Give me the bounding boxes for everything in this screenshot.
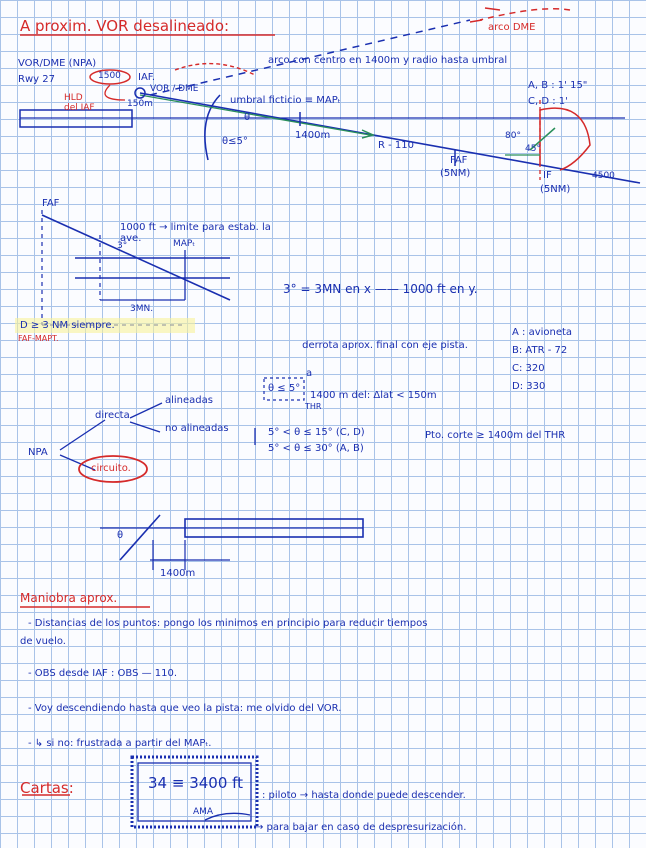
cat-c: C: 320	[512, 363, 545, 374]
cut-point: Pto. corte ≥ 1400m del THR	[425, 430, 566, 441]
iaf-label: IAF.	[138, 72, 156, 83]
theta-2: θ	[117, 530, 124, 541]
range-1: 5° < θ ≤ 15° (C, D)	[268, 427, 365, 438]
vor-dme-label: VOR/DME (NPA)	[18, 58, 97, 69]
deg-3: 3°	[117, 241, 128, 251]
piloto-note: : piloto → hasta donde puede descender.	[262, 790, 466, 801]
page-title: A proxim. VOR desalineado:	[20, 17, 230, 35]
line-1a: - Distancias de los puntos: pongo los minimos en principio para reducir tiempos	[28, 618, 428, 629]
hld-label: HLD del IAF	[64, 93, 95, 113]
theta-1: θ	[244, 112, 251, 123]
ama-label: AMA	[193, 807, 214, 817]
dist-1400m-2: 1400m	[160, 568, 196, 579]
if-dist: (5NM)	[540, 184, 571, 195]
iaf-alt: 1500	[98, 71, 121, 81]
line-4: - ↳ si no: frustrada a partir del MAPₜ.	[28, 738, 212, 749]
cat-a: A : avioneta	[512, 327, 573, 338]
angle-45: 45°	[525, 144, 541, 154]
line-1b: de vuelo.	[20, 636, 66, 647]
npa-label: NPA	[28, 447, 48, 458]
box-value: 34 ≡ 3400 ft	[148, 774, 244, 792]
mn-3: 3MN.	[130, 304, 154, 314]
rwy-label: Rwy 27	[18, 74, 55, 85]
dist-1400m: 1400m	[295, 130, 331, 141]
cartas-heading: Cartas:	[20, 779, 74, 797]
line-2: - OBS desde IAF : OBS — 110.	[28, 668, 178, 679]
line-3: - Voy descendiendo hasta que veo la pista: me olvido del VOR.	[28, 703, 342, 714]
circuito: circuito.	[91, 463, 131, 474]
if-label: IF	[543, 170, 552, 181]
align-a: a	[306, 368, 313, 379]
derrota-note: derrota aprox. final con eje pista.	[302, 340, 468, 351]
no-alineadas: no alineadas	[165, 423, 229, 434]
cat-d: D: 330	[512, 381, 546, 392]
faf-dist: (5NM)	[440, 168, 471, 179]
radial-110: R - 110	[378, 140, 415, 151]
equation: 3° = 3MN en x —— 1000 ft en y.	[283, 282, 478, 296]
arc-label: arco DME	[488, 22, 536, 33]
arc-note: arco con centro en 1400m y radio hasta umbral	[268, 55, 508, 66]
thr-label: THR	[305, 402, 322, 411]
alt-4500: 4500	[592, 171, 615, 181]
limit-note: 1000 ft → limite para estab. la ave.	[120, 222, 271, 244]
maneuver-heading: Maniobra aprox.	[20, 591, 118, 605]
range-2: 5° < θ ≤ 30° (A, B)	[268, 443, 364, 454]
bajar-note: → para bajar en caso de despresurización.	[255, 822, 467, 833]
d-rule: D ≥ 3 NM siempre.	[20, 320, 115, 331]
faf-map: FAF-MAPT.	[18, 334, 59, 343]
directa: directa	[95, 410, 130, 421]
align-cond: θ ≤ 5°	[268, 383, 301, 394]
align-detail: 1400 m del: Δlat < 150m	[310, 390, 437, 401]
faf-label-2: FAF	[42, 198, 60, 209]
angle-80: 80°	[505, 131, 521, 141]
map-label: MAPₜ	[173, 239, 196, 249]
cd-angle: C, D : 1'	[528, 96, 568, 107]
vor-dme-2: VOR / DME	[150, 84, 199, 94]
alineadas: alineadas	[165, 395, 213, 406]
faf-label: FAF	[450, 155, 468, 166]
cat-b: B: ATR - 72	[512, 345, 568, 356]
theta-le5: θ≤5°	[222, 136, 248, 147]
ab-angle: A, B : 1' 15"	[528, 80, 588, 91]
dist-150m: 150m	[127, 99, 153, 109]
threshold-note: umbral ficticio ≡ MAPₜ	[230, 95, 341, 106]
